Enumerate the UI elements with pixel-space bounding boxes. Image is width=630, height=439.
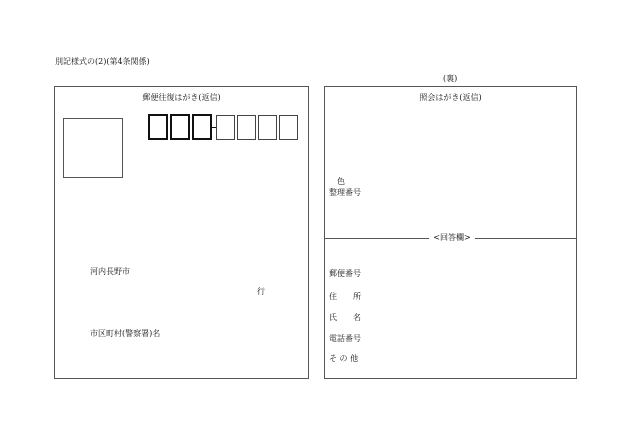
zip-box-6	[258, 115, 277, 140]
zip-box-1	[148, 114, 168, 140]
address-label: 住 所	[329, 292, 361, 301]
front-title: 郵便往復はがき(返信)	[142, 93, 221, 102]
zip-box-5	[237, 115, 256, 140]
phone-label: 電話番号	[329, 334, 361, 343]
color-label: 色	[337, 177, 345, 186]
name-label: 氏 名	[329, 313, 361, 322]
divider-left	[325, 238, 429, 239]
sender-label: 市区町村(警察署)名	[90, 329, 161, 338]
other-label: そ の 他	[329, 354, 359, 363]
divider-right	[475, 238, 576, 239]
postal-code-label: 郵便番号	[329, 269, 361, 278]
front-panel	[54, 86, 309, 379]
zip-box-7	[279, 115, 298, 140]
zip-box-4	[216, 115, 235, 140]
reply-section-label: <回答欄>	[433, 233, 471, 242]
zip-box-2	[170, 114, 190, 140]
address-city: 河内長野市	[90, 267, 130, 276]
form-caption: 別記様式の(2)(第4条関係)	[55, 57, 150, 66]
back-title: 照会はがき(返信)	[419, 93, 482, 102]
ref-number-label: 整理番号	[329, 188, 361, 197]
stamp-area	[63, 118, 123, 178]
back-panel	[324, 86, 577, 379]
zip-box-3	[192, 114, 212, 140]
back-side-label: (裏)	[443, 74, 458, 83]
address-suffix: 行	[257, 287, 265, 296]
